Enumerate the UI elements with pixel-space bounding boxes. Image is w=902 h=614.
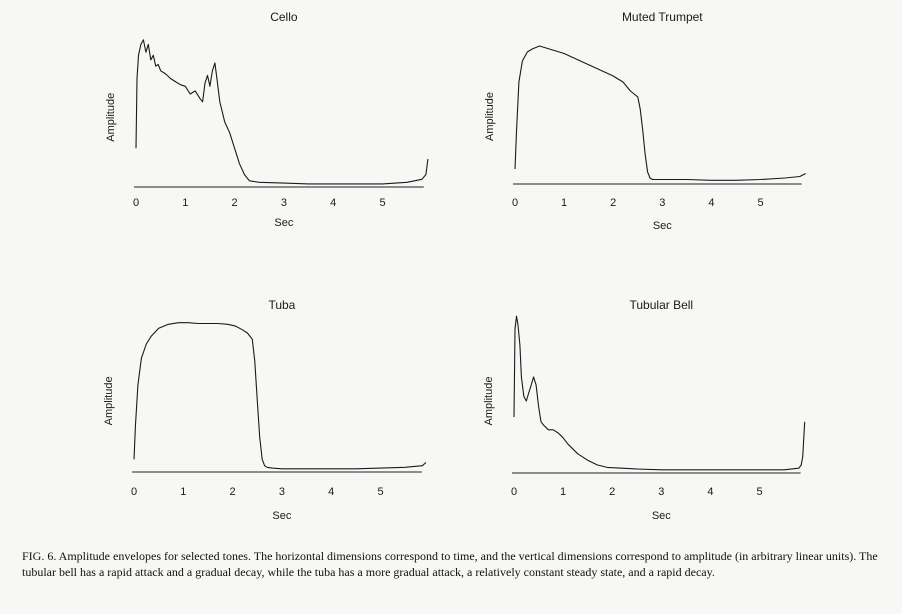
x-axis-label: Sec bbox=[272, 510, 292, 522]
envelope-line-1 bbox=[515, 46, 806, 180]
x-axis-label: Sec bbox=[274, 217, 294, 229]
x-tick-label: 3 bbox=[658, 486, 665, 498]
chart-panel-1 bbox=[105, 10, 428, 229]
x-tick-label: 0 bbox=[130, 486, 138, 498]
x-tick-label: 5 bbox=[757, 197, 764, 209]
chart-panel-2 bbox=[484, 10, 806, 232]
x-tick-label: 1 bbox=[182, 197, 189, 209]
figure-caption: FIG. 6. Amplitude envelopes for selected tones. The horizontal dimensions correspond to time, and the vertical dimensions correspond to amplitude (in arbitrary linear units). The tubular bell has a rapid attack and a gradual decay, while the tuba has a more gradual attack, a relatively constant steady state, and a rapid decay. bbox=[22, 549, 878, 579]
x-tick-label: 5 bbox=[379, 197, 386, 209]
panel-title: Tuba bbox=[268, 298, 296, 312]
x-axis-label: Sec bbox=[652, 220, 672, 232]
x-tick-label: 4 bbox=[707, 486, 714, 498]
x-tick-label: 1 bbox=[560, 486, 567, 498]
panel-title: Muted Trumpet bbox=[621, 10, 703, 24]
y-axis-label: Amplitude bbox=[105, 92, 117, 142]
panel-title: Cello bbox=[270, 10, 298, 24]
x-tick-label: 0 bbox=[132, 197, 140, 209]
y-axis-label: Amplitude bbox=[103, 376, 115, 426]
x-tick-label: 2 bbox=[609, 486, 616, 498]
y-axis-label: Amplitude bbox=[484, 92, 496, 141]
x-tick-label: 5 bbox=[756, 486, 763, 498]
chart-panel-4 bbox=[483, 298, 805, 522]
x-tick-label: 1 bbox=[180, 486, 187, 498]
x-axis-label: Sec bbox=[651, 510, 671, 522]
x-tick-label: 3 bbox=[659, 197, 666, 209]
x-tick-label: 2 bbox=[231, 197, 238, 209]
envelope-line-1 bbox=[134, 323, 426, 469]
x-tick-label: 3 bbox=[278, 486, 285, 498]
x-tick-label: 4 bbox=[328, 486, 335, 498]
x-tick-label: 0 bbox=[511, 197, 519, 209]
envelope-line-1 bbox=[136, 40, 428, 184]
x-tick-label: 4 bbox=[708, 197, 715, 209]
y-axis-label: Amplitude bbox=[483, 376, 495, 426]
chart-panel-3 bbox=[103, 298, 426, 522]
x-tick-label: 1 bbox=[561, 197, 568, 209]
x-tick-label: 3 bbox=[280, 197, 287, 209]
x-tick-label: 0 bbox=[510, 486, 518, 498]
panel-title: Tubular Bell bbox=[629, 298, 694, 312]
x-tick-label: 2 bbox=[610, 197, 617, 209]
x-tick-label: 5 bbox=[377, 486, 384, 498]
envelope-line-1 bbox=[514, 316, 805, 470]
x-tick-label: 4 bbox=[330, 197, 337, 209]
x-tick-label: 2 bbox=[229, 486, 236, 498]
